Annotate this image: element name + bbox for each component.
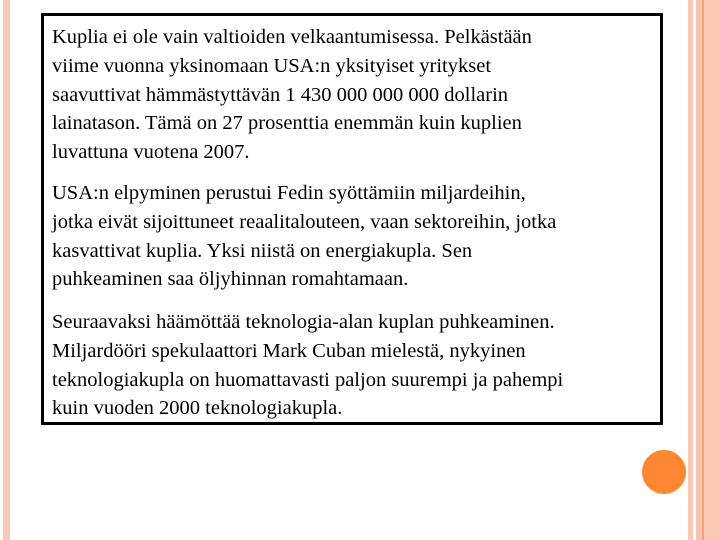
paragraph-1 — [52, 23, 532, 167]
text-line: puhkeaminen saa öljyhinnan romahtamaan. — [52, 268, 409, 291]
text-line: jotka eivät sijoittuneet reaalitalouteen, vaan sektoreihin, jotka — [52, 210, 557, 233]
text-line: Kuplia ei ole vain valtioiden velkaantumisessa. Pelkästään — [52, 26, 532, 48]
right-decorative-stripe — [688, 0, 693, 540]
text-box — [41, 13, 663, 425]
text-line: kuin vuoden 2000 teknologiakupla. — [52, 397, 343, 420]
paragraph-2 — [52, 179, 556, 294]
text-line: USA:n elpyminen perustui Fedin syöttämiin miljardeihin, — [52, 182, 526, 204]
right-decorative-stripe — [704, 0, 720, 540]
text-line: Seuraavaksi häämöttää teknologia-alan kuplan puhkeaminen. — [52, 311, 555, 333]
left-decorative-stripe — [3, 0, 10, 540]
paragraph-3 — [52, 308, 563, 423]
text-line: viime vuonna yksinomaan USA:n yksityiset yritykset — [52, 54, 492, 77]
text-line: kasvattivat kuplia. Yksi niistä on energiakupla. Sen — [52, 239, 473, 262]
orange-circle-decoration — [642, 450, 686, 494]
text-line: lainatason. Tämä on 27 prosenttia enemmän kuin kuplien — [52, 112, 522, 135]
text-line: Miljardööri spekulaattori Mark Cuban mielestä, nykyinen — [52, 339, 526, 362]
text-line: luvattuna vuotena 2007. — [52, 141, 250, 164]
text-line: teknologiakupla on huomattavasti paljon suurempi ja pahempi — [52, 368, 564, 391]
text-line: saavuttivat hämmästyttävän 1 430 000 000 000 dollarin — [52, 83, 509, 106]
